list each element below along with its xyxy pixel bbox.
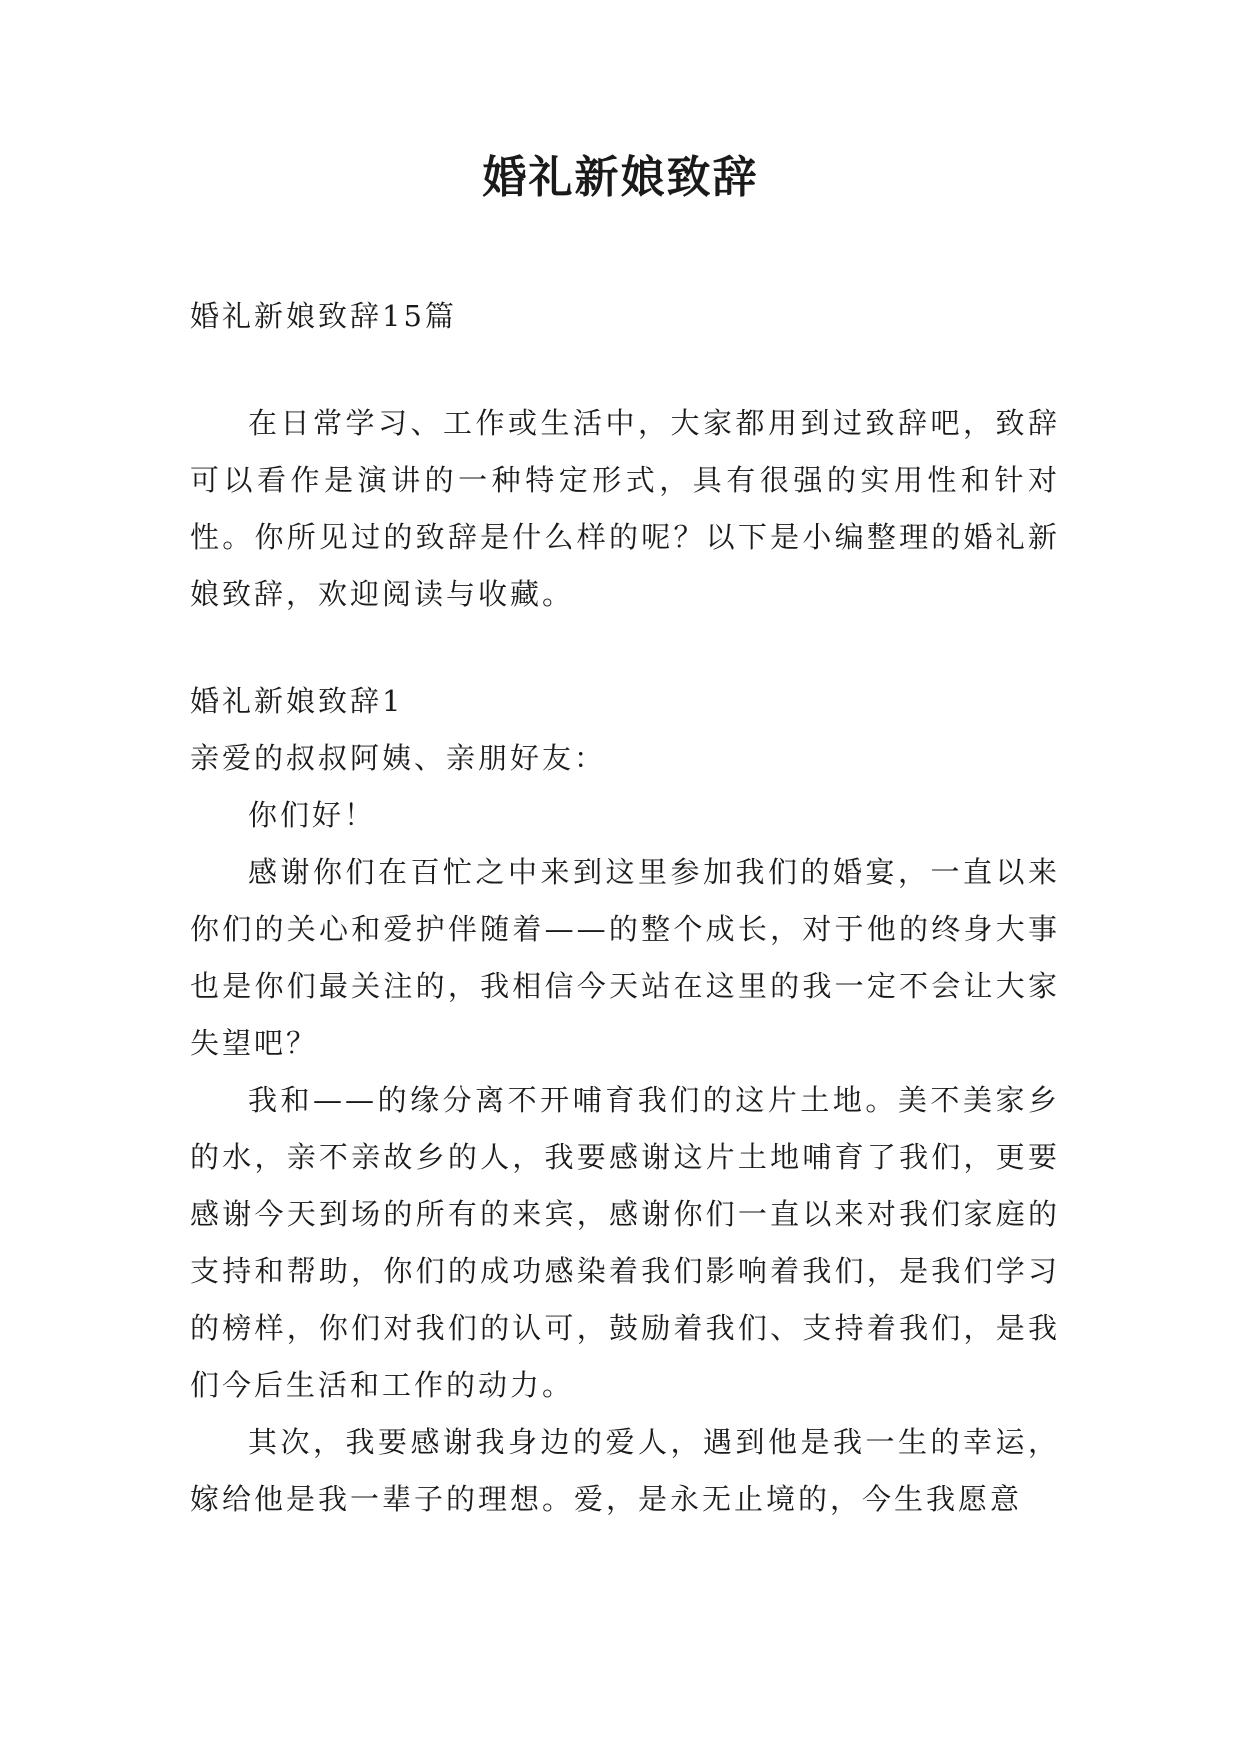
document-title: 婚礼新娘致辞: [482, 152, 759, 203]
document-body: [190, 288, 1060, 1528]
intro-paragraph: 在日常学习、工作或生活中，大家都用到过致辞吧，致辞可以看作是演讲的一种特定形式，具有很强的实用性和针对性。你所见过的致辞是什么样的呢？以下是小编整理的婚礼新娘致辞，欢迎阅读与收藏。: [190, 406, 1060, 611]
greeting: 你们好！: [248, 798, 377, 832]
document-subtitle: 婚礼新娘致辞15篇: [190, 299, 457, 333]
body-paragraph: 我和——的缘分离不开哺育我们的这片土地。美不美家乡的水，亲不亲故乡的人，我要感谢这片土地哺育了我们，更要感谢今天到场的所有的来宾，感谢你们一直以来对我们家庭的支持和帮助，你们的成功感染着我们影响着我们，是我们学习的榜样，你们对我们的认可，鼓励着我们、支持着我们，是我们今后生活和工作的动力。: [190, 1083, 1060, 1402]
body-paragraph: 感谢你们在百忙之中来到这里参加我们的婚宴，一直以来你们的关心和爱护伴随着——的整个成长，对于他的终身大事也是你们最关注的，我相信今天站在这里的我一定不会让大家失望吧？: [190, 855, 1060, 1060]
salutation: 亲爱的叔叔阿姨、亲朋好友：: [190, 741, 607, 775]
section-heading: 婚礼新娘致辞1: [190, 684, 404, 718]
body-paragraph: 其次，我要感谢我身边的爱人，遇到他是我一生的幸运，嫁给他是我一辈子的理想。爱，是永无止境的，今生我愿意: [190, 1425, 1060, 1516]
